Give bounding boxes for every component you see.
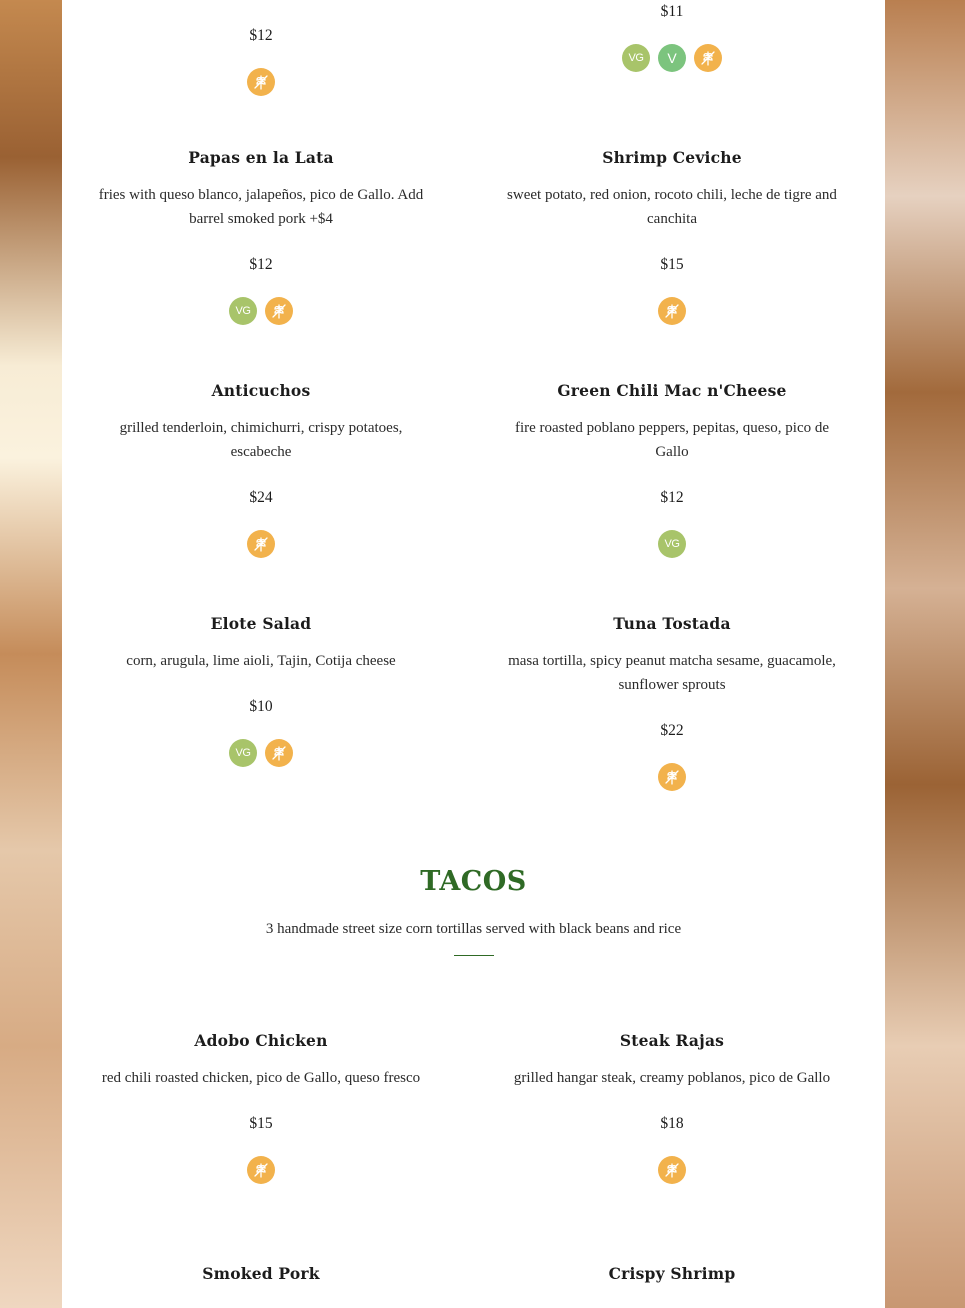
menu-item — [96, 1264, 426, 1284]
menu-panel — [62, 0, 885, 1308]
item-price: $12 — [249, 256, 273, 273]
dietary-badges — [96, 739, 426, 767]
dietary-badges — [507, 1156, 837, 1184]
vegetarian-icon: VG — [229, 297, 257, 325]
dietary-badges — [96, 297, 426, 325]
menu-item — [507, 1031, 837, 1184]
item-name: Smoked Pork — [202, 1264, 320, 1283]
item-name: Papas en la Lata — [188, 148, 334, 167]
menu-item — [96, 1031, 426, 1184]
dietary-badges — [507, 530, 837, 558]
menu-item — [96, 148, 426, 325]
vegetarian-icon: VG — [229, 739, 257, 767]
menu-item — [507, 614, 837, 791]
gluten-free-icon — [694, 44, 722, 72]
section-subtitle: 3 handmade street size corn tortillas served with black beans and rice — [265, 921, 682, 937]
menu-item — [507, 381, 837, 558]
item-price: $15 — [660, 256, 684, 273]
item-description: fire roasted poblano peppers, pepitas, queso, pico de Gallo — [514, 420, 830, 460]
item-name: Elote Salad — [210, 614, 312, 633]
item-name: Crispy Shrimp — [608, 1264, 736, 1283]
item-price: $18 — [660, 1115, 684, 1132]
dietary-badges — [96, 530, 426, 558]
vegetarian-icon: VG — [658, 530, 686, 558]
section-divider — [454, 955, 494, 956]
gluten-free-icon — [658, 1156, 686, 1184]
menu-item — [96, 614, 426, 767]
item-name: Tuna Tostada — [613, 614, 731, 633]
gluten-free-icon — [265, 297, 293, 325]
gluten-free-icon — [247, 68, 275, 96]
menu-item — [507, 148, 837, 325]
vegan-icon: V — [658, 44, 686, 72]
dietary-badges — [507, 44, 837, 72]
item-name: Anticuchos — [211, 381, 311, 400]
item-name: Green Chili Mac n'Cheese — [557, 381, 787, 400]
menu-item — [96, 381, 426, 558]
section-title-tacos: TACOS — [420, 866, 527, 897]
item-description: masa tortilla, spicy peanut matcha sesame, guacamole, sunflower sprouts — [508, 653, 836, 693]
item-price: $22 — [660, 722, 684, 739]
dietary-badges — [96, 1156, 426, 1184]
gluten-free-icon — [247, 530, 275, 558]
item-description: sweet potato, red onion, rocoto chili, leche de tigre and canchita — [507, 187, 837, 227]
gluten-free-icon — [658, 763, 686, 791]
gluten-free-icon — [658, 297, 686, 325]
gluten-free-icon — [247, 1156, 275, 1184]
item-price: $10 — [249, 698, 273, 715]
top-right-item — [507, 2, 837, 72]
item-price: $24 — [249, 489, 273, 506]
item-price: $12 — [249, 27, 273, 44]
background-right — [885, 0, 965, 1308]
dietary-badges — [507, 297, 837, 325]
dietary-badges — [96, 68, 426, 96]
vegetarian-icon: VG — [622, 44, 650, 72]
top-left-item — [96, 26, 426, 96]
item-description: fries with queso blanco, jalapeños, pico de Gallo. Add barrel smoked pork +$4 — [98, 187, 424, 227]
item-price: $15 — [249, 1115, 273, 1132]
item-name: Adobo Chicken — [194, 1031, 328, 1050]
background-left — [0, 0, 62, 1308]
item-description: red chili roasted chicken, pico de Gallo, queso fresco — [101, 1070, 421, 1086]
menu-item — [507, 1264, 837, 1284]
item-description: grilled tenderloin, chimichurri, crispy potatoes, escabeche — [119, 420, 403, 460]
item-description: corn, arugula, lime aioli, Tajin, Cotija cheese — [126, 653, 396, 669]
gluten-free-icon — [265, 739, 293, 767]
item-price: $12 — [660, 489, 684, 506]
item-name: Steak Rajas — [619, 1031, 725, 1050]
item-description: grilled hangar steak, creamy poblanos, pico de Gallo — [513, 1070, 831, 1086]
item-price: $11 — [660, 3, 684, 20]
item-name: Shrimp Ceviche — [602, 148, 742, 167]
dietary-badges — [507, 763, 837, 791]
